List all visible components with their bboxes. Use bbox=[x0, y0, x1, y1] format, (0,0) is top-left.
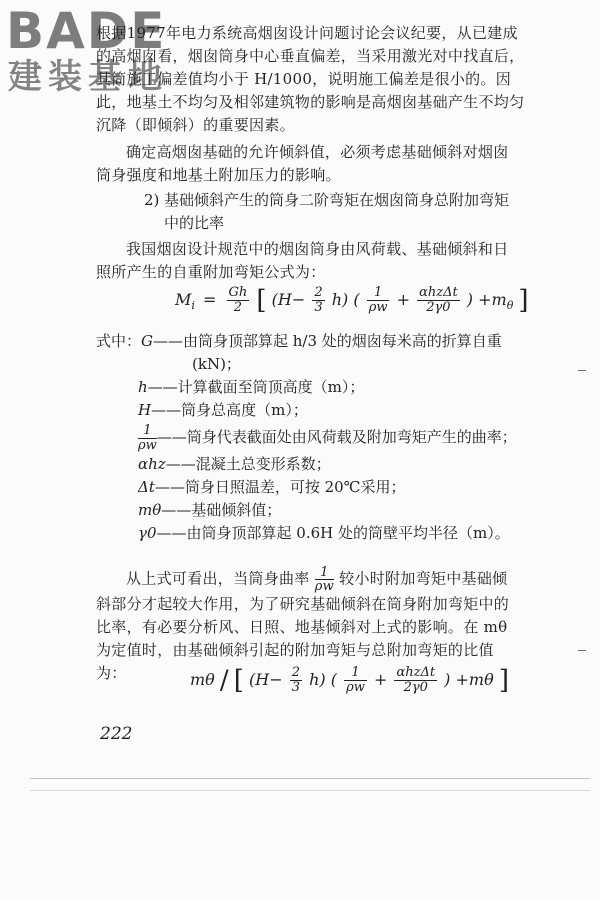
formula-frac-rho bbox=[367, 286, 390, 315]
formula-inner-close: ) bbox=[466, 290, 474, 309]
heading-line-2: 中的比率 bbox=[164, 214, 225, 232]
paragraph-1-line: 的高烟囱看，烟囱筒身中心垂直偏差，当采用激光对中找直后， bbox=[96, 47, 525, 65]
formula-plus: + bbox=[373, 670, 388, 689]
def-row-h bbox=[96, 376, 526, 399]
def-row-m bbox=[96, 499, 526, 522]
def-row-G-unit bbox=[96, 353, 526, 376]
paragraph-1-line: 根据1977年电力系统高烟囱设计问题讨论会议纪要，从已建成 bbox=[96, 24, 518, 42]
def-row-rho bbox=[96, 422, 526, 453]
formula-frac-23 bbox=[312, 286, 324, 315]
formula-bracket-close: ] bbox=[518, 285, 529, 316]
def-text: ——由筒身顶部算起 0.6H 处的筒壁平均半径（m）。 bbox=[156, 523, 510, 542]
frac-num: Gh bbox=[228, 285, 248, 300]
frac-den: 3 bbox=[291, 680, 300, 695]
def-text: ——筒身日照温差，可按 20℃采用； bbox=[154, 477, 406, 496]
formula-frac-alpha bbox=[417, 286, 460, 315]
paragraph-1 bbox=[96, 22, 525, 137]
frac-num: 1 bbox=[138, 424, 157, 439]
formula-plus-m: +m bbox=[478, 290, 507, 309]
frac-num: 1 bbox=[367, 286, 390, 301]
formula-h-close: h) bbox=[331, 290, 349, 309]
def-symbol: G bbox=[141, 332, 153, 350]
bottom-rule bbox=[30, 778, 590, 779]
formula-h-part: (H− bbox=[249, 670, 283, 689]
def-row-H bbox=[96, 399, 526, 422]
def-text: ——基础倾斜值； bbox=[161, 500, 282, 519]
formula-frac-rho bbox=[344, 666, 367, 695]
formula-inner-close: ) bbox=[444, 670, 451, 689]
def-symbol: H bbox=[138, 401, 152, 419]
def-row-alpha bbox=[96, 453, 526, 476]
paragraph-4-before: 从上式可看出，当筒身曲率 bbox=[126, 569, 310, 588]
paragraph-4-frac bbox=[315, 566, 334, 593]
def-text: ——混凝土总变形系数； bbox=[165, 454, 331, 473]
formula-eq: = bbox=[203, 290, 217, 309]
formula-m-sub: θ bbox=[506, 299, 514, 313]
logo-subtitle: 建装基地 bbox=[8, 57, 168, 97]
paragraph-2: 确定高烟囱基础的允许倾斜值，必须考虑基础倾斜对烟囱筒身强度和地基土附加压力的影响。 bbox=[96, 143, 509, 184]
frac-den: ρw bbox=[346, 680, 365, 695]
margin-mark bbox=[578, 370, 586, 371]
page-number: 222 bbox=[100, 724, 133, 744]
def-rho-frac bbox=[138, 424, 157, 453]
def-symbol: Δt bbox=[138, 477, 155, 496]
paragraph-3: 我国烟囱设计规范中的烟囱筒身由风荷载、基础倾斜和日照所产生的自重附加弯矩公式为： bbox=[96, 240, 509, 281]
formula-h-close: h) bbox=[309, 670, 326, 689]
paragraph-1-line: 此，地基土不均匀及相邻建筑物的影响是高烟囱基础产生不均匀 bbox=[96, 93, 525, 111]
formula-lhs: M bbox=[175, 290, 192, 309]
formula-ratio bbox=[190, 666, 509, 695]
heading-number: 2) bbox=[144, 191, 160, 209]
defs-intro: 式中： bbox=[96, 332, 142, 350]
def-row-G bbox=[96, 330, 526, 353]
bottom-rule-faint bbox=[30, 790, 590, 791]
formula-lhs: mθ bbox=[190, 670, 215, 689]
frac-num: 2 bbox=[291, 665, 300, 680]
formula-h-part: (H− bbox=[271, 290, 306, 309]
formula-frac-gh bbox=[227, 286, 250, 315]
heading-line-1: 基础倾斜产生的筒身二阶弯矩在烟囱筒身总附加弯矩 bbox=[164, 191, 510, 209]
frac-den: ρw bbox=[368, 300, 388, 315]
formula-slash: / bbox=[219, 665, 229, 696]
formula-bracket-open: [ bbox=[233, 665, 244, 696]
frac-den: 3 bbox=[314, 300, 323, 315]
def-row-gamma bbox=[96, 522, 526, 545]
def-symbol: αhz bbox=[138, 454, 166, 473]
logo-brand: BADE bbox=[6, 2, 167, 60]
formula-plus: + bbox=[396, 290, 410, 309]
formula-bracket-open: [ bbox=[256, 285, 267, 316]
section-heading bbox=[144, 189, 524, 235]
frac-num: 2 bbox=[314, 285, 323, 300]
paragraph-4-after: 较小时附加弯矩中基础倾斜部分才起较大作用，为了研究基础倾斜在筒身附加弯矩中的比率，有必要分析风、日照、地基倾斜对上式的影响。在 mθ 为定值时，由基础倾斜引起的附加弯矩与总附加弯矩的比值为： bbox=[96, 569, 510, 682]
def-text: ——筒身总高度（m）； bbox=[151, 401, 308, 419]
definitions-list bbox=[96, 330, 526, 545]
def-text: ——由筒身顶部算起 h/3 处的烟囱每米高的折算自重 bbox=[153, 332, 502, 350]
paragraph-1-line: 沉降（即倾斜）的重要因素。 bbox=[96, 116, 295, 134]
paragraph-1-line: 其筒施工偏差值均小于 H/1000，说明施工偏差是很小的。因 bbox=[96, 70, 512, 88]
frac-den: 2 bbox=[233, 300, 243, 315]
formula-inner-open: ( bbox=[330, 670, 337, 689]
def-symbol: h bbox=[138, 378, 148, 396]
def-text: (kN)； bbox=[192, 355, 241, 373]
frac-num: 1 bbox=[315, 566, 334, 580]
formula-frac-alpha bbox=[394, 666, 437, 695]
frac-den: 2γ0 bbox=[403, 680, 428, 695]
def-symbol: γ0 bbox=[138, 523, 157, 542]
frac-num: αhzΔt bbox=[396, 665, 436, 680]
margin-mark bbox=[578, 650, 586, 651]
frac-den: ρw bbox=[138, 437, 157, 453]
frac-den: 2γ0 bbox=[426, 300, 451, 315]
def-text: ——筒身代表截面处由风荷载及附加弯矩产生的曲率； bbox=[156, 428, 517, 446]
def-row-delta bbox=[96, 476, 526, 499]
formula-frac-23 bbox=[290, 666, 302, 695]
formula-plus-m: +mθ bbox=[455, 670, 494, 689]
formula-lhs-sub: i bbox=[191, 299, 195, 313]
formula-moment bbox=[175, 286, 529, 318]
frac-den: ρw bbox=[314, 579, 335, 594]
formula-inner-open: ( bbox=[353, 290, 360, 309]
formula-bracket-close: ] bbox=[498, 665, 509, 696]
frac-num: 1 bbox=[344, 666, 367, 681]
def-symbol: mθ bbox=[138, 500, 162, 519]
frac-num: αhzΔt bbox=[419, 285, 458, 300]
def-text: ——计算截面至筒顶高度（m）； bbox=[147, 378, 365, 396]
